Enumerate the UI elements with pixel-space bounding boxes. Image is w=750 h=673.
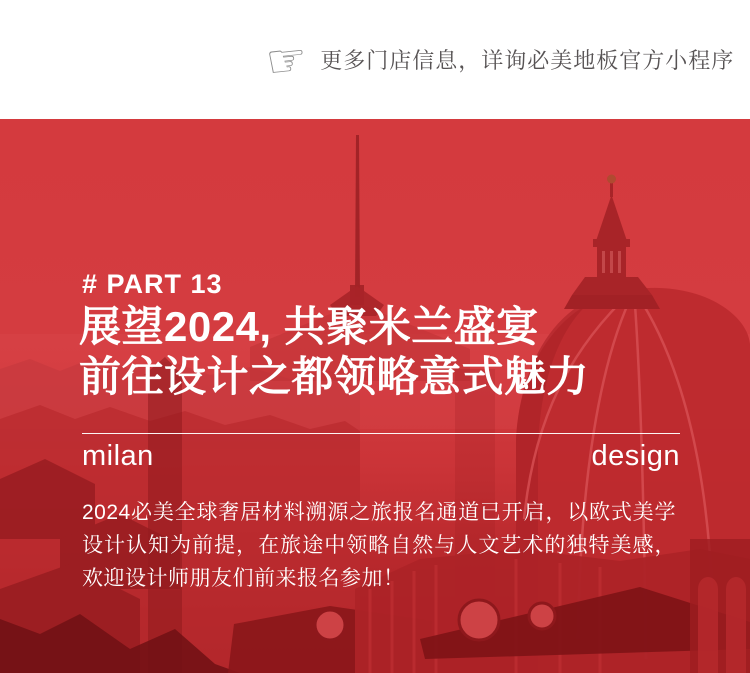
part-label: # PART 13 — [82, 269, 223, 299]
hero-title-line2: 前往设计之都领略意式魅力 — [79, 353, 590, 400]
pointing-hand-icon: ☞ — [263, 30, 310, 89]
store-info-bar — [0, 0, 750, 119]
design-label: design — [591, 440, 680, 472]
hero-title-line1: 展望2024, 共聚米兰盛宴 — [79, 303, 539, 350]
store-info-text: 更多门店信息，详询必美地板官方小程序 — [320, 48, 735, 73]
milan-design-row — [82, 440, 680, 473]
milan-label: milan — [82, 440, 154, 472]
hero-paragraph: 2024必美全球奢居材料溯源之旅报名通道已开启，以欧式美学设计认知为前提，在旅途中领略自然与人文艺术的独特美感，欢迎设计师朋友们前来报名参加！ — [82, 501, 676, 590]
hero-banner — [0, 119, 750, 673]
divider-line — [82, 433, 680, 434]
hero-title — [79, 302, 589, 402]
